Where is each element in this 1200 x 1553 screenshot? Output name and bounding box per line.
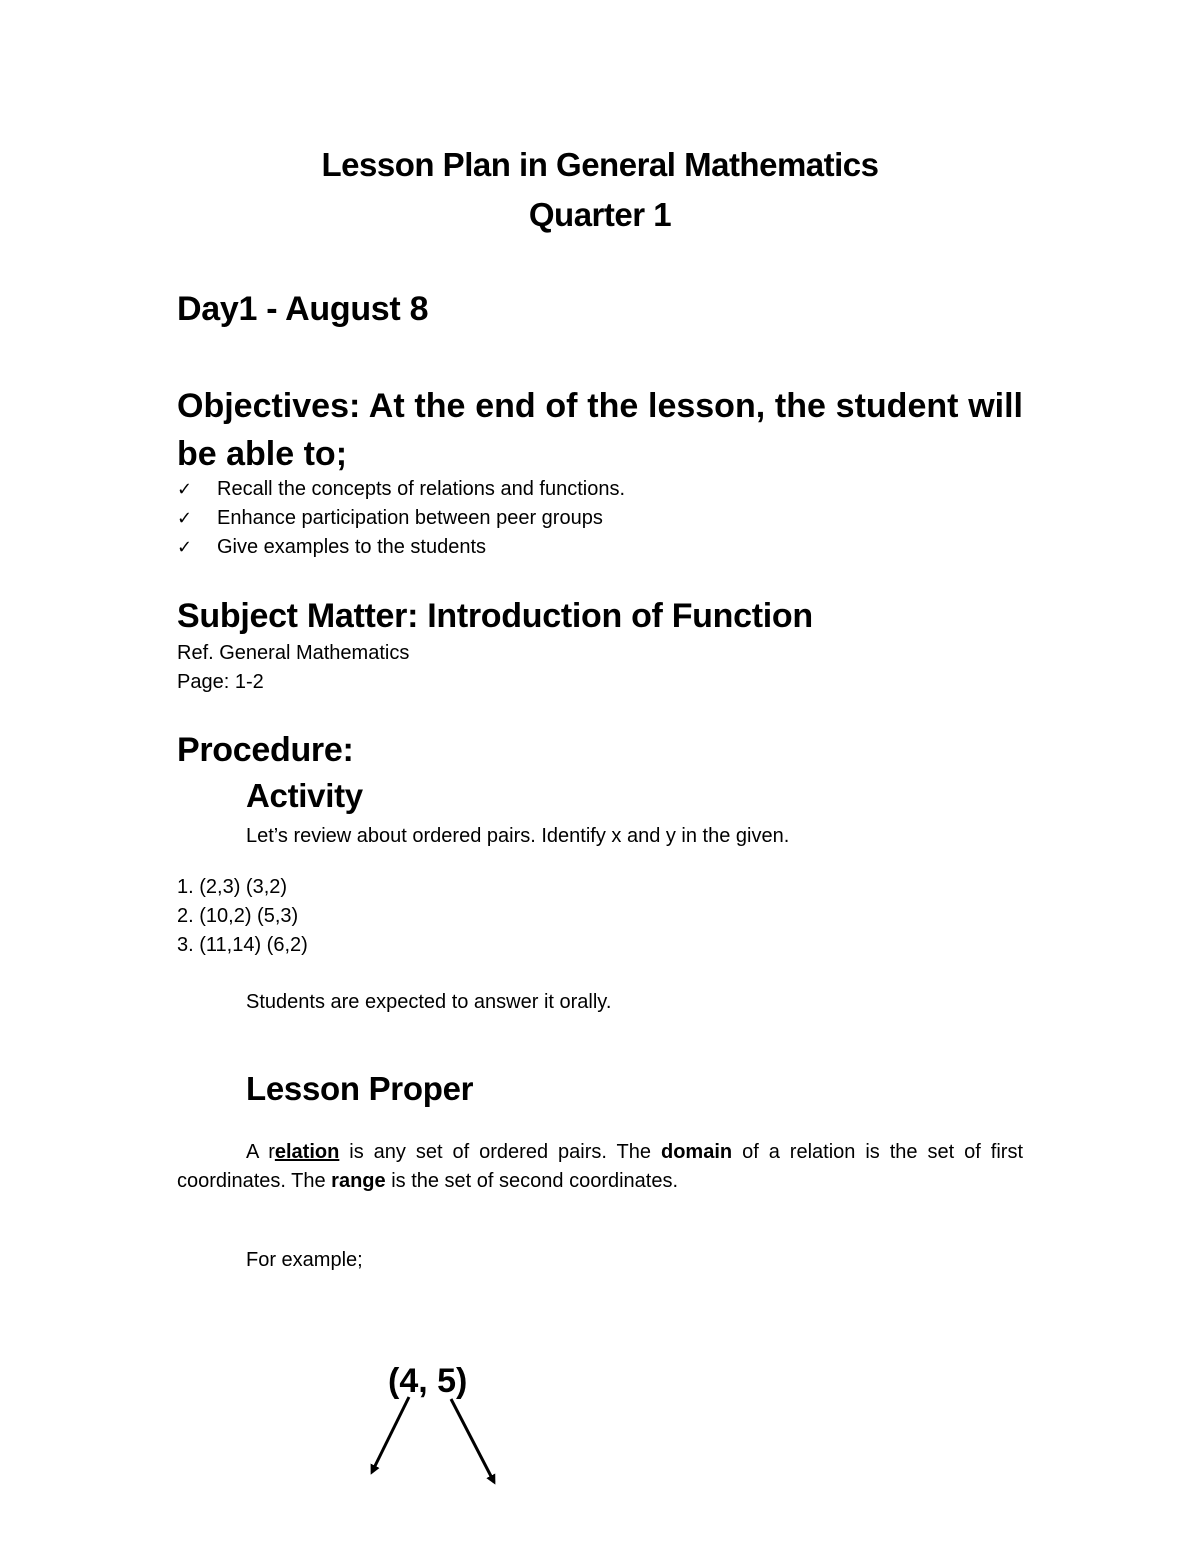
term-range: range	[331, 1170, 386, 1192]
reference-text: Ref. General Mathematics	[177, 642, 410, 664]
procedure-heading: Procedure:	[177, 731, 354, 769]
day-heading: Day1 - August 8	[177, 290, 429, 328]
term-domain: domain	[660, 1141, 733, 1163]
checkmark-icon: ✓	[177, 479, 193, 500]
exercise-item: 1. (2,3) (3,2)	[177, 876, 288, 898]
objectives-heading: Objectives: At the end of the lesson, the student will be able to;	[177, 387, 1023, 473]
checkmark-icon: ✓	[177, 508, 193, 529]
lesson-definition-paragraph: A relation is any set of ordered pairs. The domain of a relation is the set of first coordinates. The range is the set of second coordinates.	[177, 1141, 1023, 1192]
page-reference: Page: 1-2	[177, 671, 264, 693]
subject-matter-heading: Subject Matter: Introduction of Function	[177, 597, 813, 635]
arrow-to-x-icon	[372, 1397, 409, 1472]
term-relation: elation	[274, 1141, 340, 1163]
arrow-to-y-icon	[451, 1399, 494, 1482]
activity-instructions: Let’s review about ordered pairs. Identify x and y in the given.	[246, 825, 790, 847]
activity-heading: Activity	[246, 777, 363, 814]
objective-text: Give examples to the students	[217, 536, 487, 558]
expected-answer-text: Students are expected to answer it orally.	[246, 991, 612, 1013]
objective-text: Recall the concepts of relations and functions.	[217, 478, 626, 500]
checkmark-icon: ✓	[177, 537, 193, 558]
example-intro: For example;	[246, 1249, 363, 1271]
exercise-item: 3. (11,14) (6,2)	[177, 934, 308, 956]
example-ordered-pair: (4, 5)	[388, 1362, 468, 1400]
exercise-item: 2. (10,2) (5,3)	[177, 905, 299, 927]
doc-title: Lesson Plan in General Mathematics	[321, 146, 879, 183]
lesson-proper-heading: Lesson Proper	[246, 1070, 474, 1107]
objective-text: Enhance participation between peer groups	[217, 507, 603, 529]
doc-subtitle-quarter: Quarter 1	[528, 196, 672, 233]
